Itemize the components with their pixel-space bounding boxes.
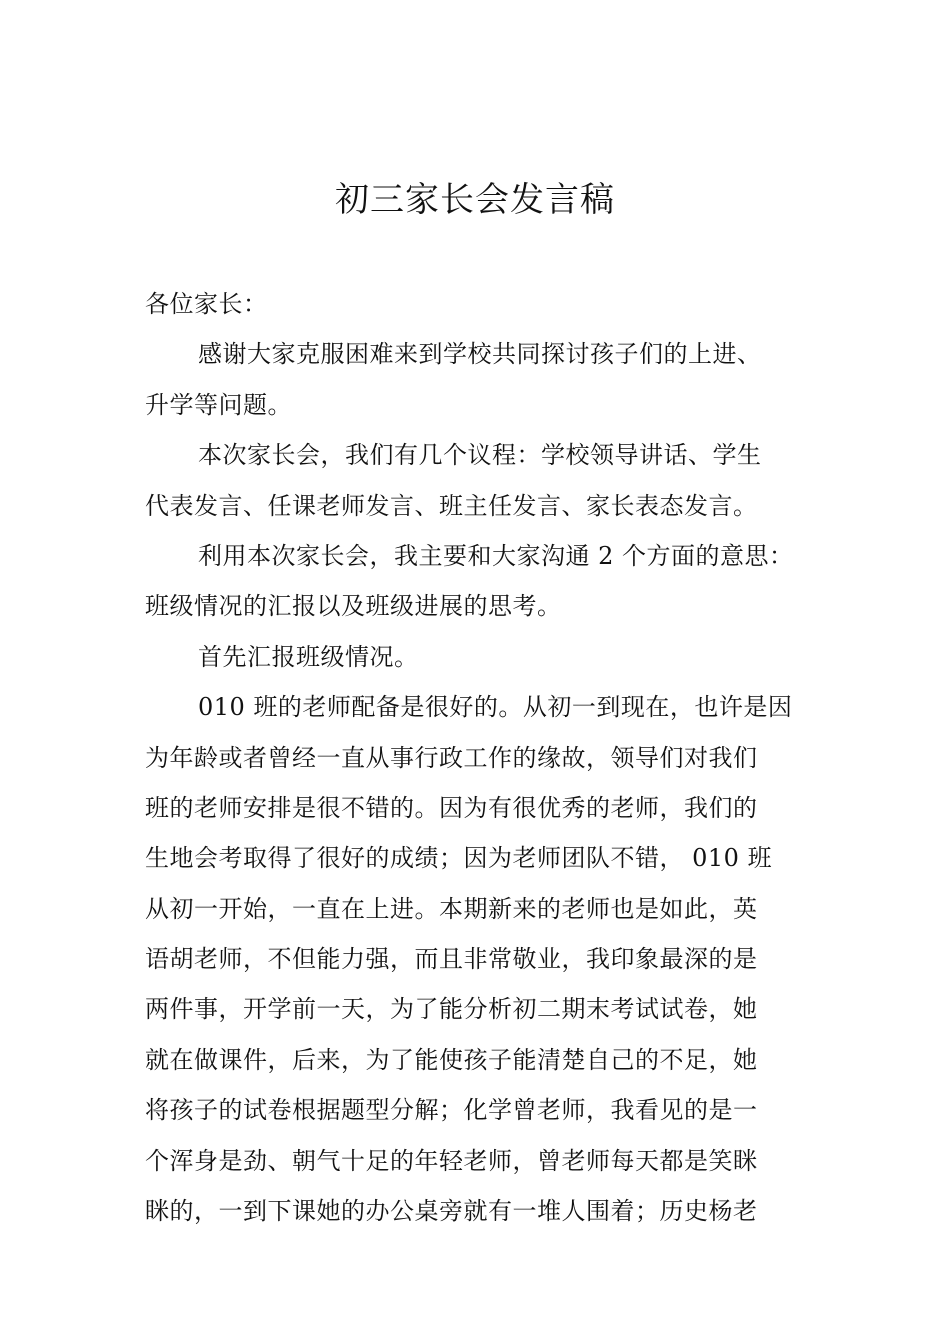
paragraph-line: 班级情况的汇报以及班级进展的思考。 (145, 592, 562, 621)
paragraph-line: 个浑身是劲、朝气十足的年轻老师，曾老师每天都是笑眯 (145, 1146, 758, 1175)
paragraph-line: 就在做课件，后来，为了能使孩子能清楚自己的不足，她 (145, 1045, 758, 1074)
paragraph-line: 眯的，一到下课她的办公桌旁就有一堆人围着；历史杨老 (145, 1197, 758, 1226)
paragraph-line: 班的老师安排是很不错的。因为有很优秀的老师，我们的 (145, 793, 758, 822)
paragraph-line: 语胡老师，不但能力强，而且非常敬业，我印象最深的是 (145, 945, 758, 974)
paragraph-line: 感谢大家克服困难来到学校共同探讨孩子们的上进、 (198, 340, 762, 369)
paragraph-line: 升学等问题。 (145, 390, 292, 419)
paragraph-line: 为年龄或者曾经一直从事行政工作的缘故，领导们对我们 (145, 743, 758, 772)
paragraph-line: 代表发言、任课老师发言、班主任发言、家长表态发言。 (145, 491, 758, 520)
paragraph-line: 本次家长会，我们有几个议程：学校领导讲话、学生 (198, 441, 762, 470)
document-title: 初三家长会发言稿 (335, 180, 615, 220)
paragraph-line: 首先汇报班级情况。 (198, 642, 419, 671)
paragraph-line: 利用本次家长会，我主要和大家沟通 2 个方面的意思： (198, 541, 794, 570)
document-body (145, 279, 810, 1236)
paragraph-line: 生地会考取得了很好的成绩；因为老师团队不错， 010 班 (145, 844, 773, 873)
paragraph-line: 从初一开始，一直在上进。本期新来的老师也是如此，英 (145, 894, 758, 923)
paragraph-line: 010 班的老师配备是很好的。从初一到现在，也许是因 (198, 693, 793, 722)
salutation-line: 各位家长： (145, 290, 268, 318)
paragraph-line: 两件事，开学前一天，为了能分析初二期末考试试卷，她 (145, 995, 758, 1024)
paragraph-line: 将孩子的试卷根据题型分解；化学曾老师，我看见的是一 (145, 1096, 758, 1125)
